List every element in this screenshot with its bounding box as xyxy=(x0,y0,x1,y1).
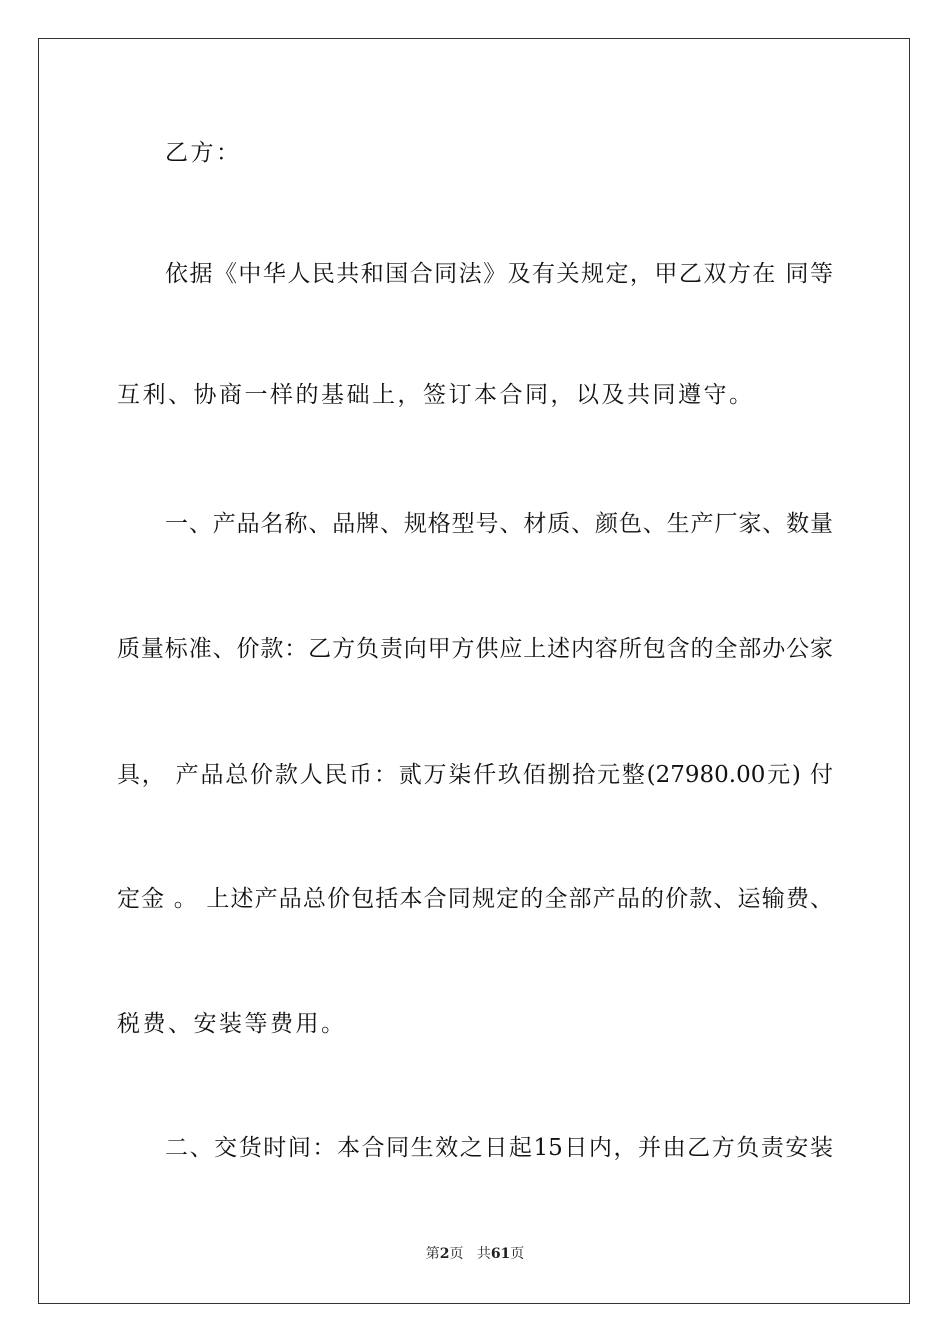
footer-total-pages: 61 xyxy=(490,1246,511,1262)
footer-page-suffix: 页 xyxy=(449,1246,464,1262)
footer-total-suffix: 页 xyxy=(510,1246,525,1262)
paragraph-line: 二、交货时间：本合同生效之日起15日内，并由乙方负责安装 xyxy=(165,1135,833,1161)
page-border xyxy=(38,38,910,1304)
paragraph-line: 依据《中华人民共和国合同法》及有关规定，甲乙双方在 同等 xyxy=(165,261,833,287)
paragraph-line: 税费、安装等费用。 xyxy=(117,1011,347,1037)
page-footer xyxy=(0,1245,950,1263)
paragraph-line: 具， 产品总价款人民币：贰万柒仟玖佰捌拾元整(27980.00元) 付 xyxy=(117,762,833,788)
footer-page-prefix: 第 xyxy=(425,1246,440,1262)
footer-total-prefix: 共 xyxy=(476,1246,491,1262)
paragraph-line: 质量标准、价款：乙方负责向甲方供应上述内容所包含的全部办公家 xyxy=(117,636,833,662)
footer-page-number: 2 xyxy=(439,1246,450,1262)
paragraph-line: 一、产品名称、品牌、规格型号、材质、颜色、生产厂家、数量 xyxy=(165,511,833,537)
paragraph-line: 互利、协商一样的基础上，签订本合同，以及共同遵守。 xyxy=(117,382,755,408)
party-b-label: 乙方： xyxy=(165,140,242,166)
paragraph-line: 定金 。 上述产品总价包括本合同规定的全部产品的价款、运输费、 xyxy=(117,886,833,912)
